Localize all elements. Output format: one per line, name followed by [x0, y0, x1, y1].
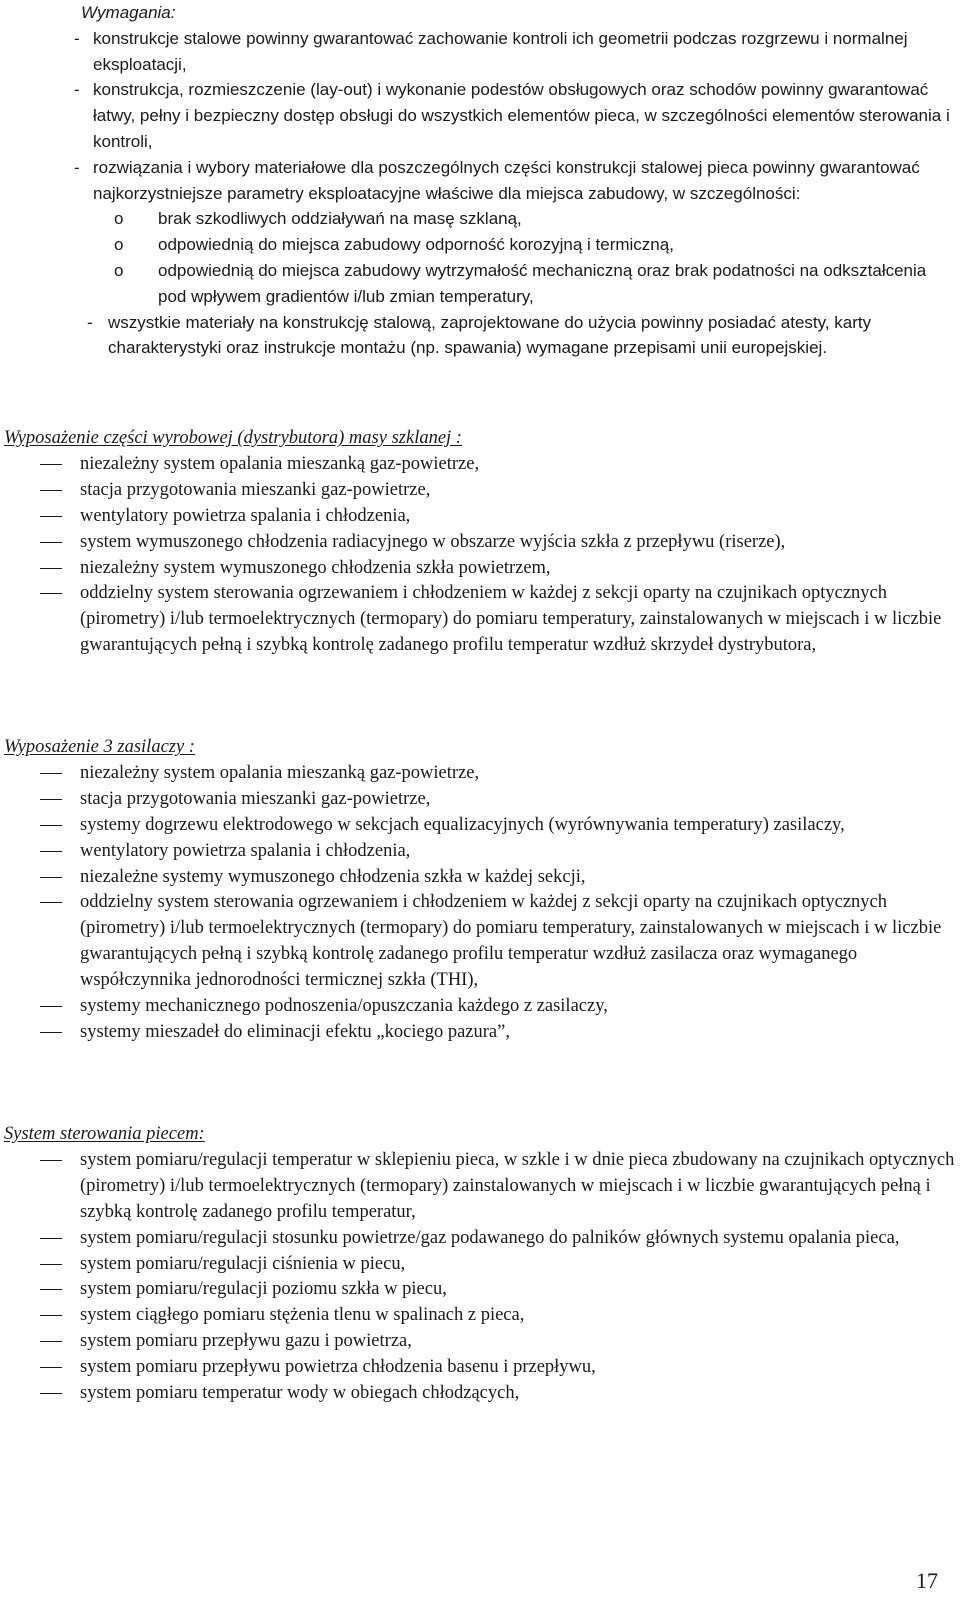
- section-control-heading: System sterowania piecem:: [4, 1124, 205, 1144]
- list-item: niezależny system wymuszonego chłodzenia szkła powietrzem,: [0, 556, 955, 582]
- list-item: wentylatory powietrza spalania i chłodzenia,: [0, 504, 955, 530]
- dash-bullet: [40, 1238, 62, 1239]
- list-item: systemy mechanicznego podnoszenia/opuszczania każdego z zasilaczy,: [0, 994, 955, 1020]
- section-distributor-list: [0, 452, 955, 659]
- dash-bullet: [40, 542, 62, 543]
- dash-bullet: [40, 568, 62, 569]
- dash-bullet: [40, 490, 62, 491]
- section-feeders: [0, 735, 955, 1046]
- section-distributor-heading: Wyposażenie części wyrobowej (dystrybutora) masy szklanej :: [4, 428, 462, 448]
- list-item: wentylatory powietrza spalania i chłodzenia,: [0, 839, 955, 865]
- dash-bullet: [40, 877, 62, 878]
- dash-bullet: [40, 825, 62, 826]
- section-control-system: [0, 1122, 955, 1407]
- list-item: oddzielny system sterowania ogrzewaniem i chłodzeniem w każdej z sekcji oparty na czujnikach optycznych (pirometry) i/lub termoelektrycznych (termopary) do pomiaru temperatury, zainstalowanych w miejscach i w liczbie gwarantujących pełną i szybką kontrolę zadanego profilu temperatur wzdłuż skrzydeł dystrybutora,: [0, 581, 955, 659]
- requirement-sub-item: o odpowiednią do miejsca zabudowy wytrzymałość mechaniczną oraz brak podatności na odkształcenia pod wpływem gradientów i/lub zmian temperatury,: [114, 260, 927, 306]
- dash-bullet: [40, 902, 62, 903]
- dash-bullet: [40, 593, 62, 594]
- list-item: oddzielny system sterowania ogrzewaniem i chłodzeniem w każdej z sekcji oparty na czujnikach optycznych (pirometry) i/lub termoelektrycznych (termopary) do pomiaru temperatury, zainstalowanych w miejscach i w liczbie gwarantujących pełną i szybką kontrolę zadanego profilu temperatur wzdłuż zasilacza oraz wymaganego współczynnika jednorodności termicznej szkła (THI),: [0, 890, 955, 994]
- dash-bullet: [40, 773, 62, 774]
- requirement-item: - rozwiązania i wybory materiałowe dla poszczególnych części konstrukcji stalowej pieca powinny gwarantować najkorzystniejsze parametry eksploatacyjne właściwe dla miejsca zabudowy, w szczególności:: [74, 157, 920, 203]
- section-distributor: [0, 426, 955, 659]
- list-item: systemy dogrzewu elektrodowego w sekcjach equalizacyjnych (wyrównywania temperatury) zasilaczy,: [0, 813, 955, 839]
- dash-bullet: [40, 851, 62, 852]
- list-item: stacja przygotowania mieszanki gaz-powietrze,: [0, 478, 955, 504]
- dash-bullet: [40, 1315, 62, 1316]
- requirement-item: - konstrukcje stalowe powinny gwarantować zachowanie kontroli ich geometrii podczas rozgrzewu i normalnej eksploatacji,: [74, 28, 908, 74]
- dash-bullet: [40, 1032, 62, 1033]
- requirements-block: [74, 0, 954, 361]
- section-feeders-heading: Wyposażenie 3 zasilaczy :: [4, 737, 195, 757]
- dash-bullet: [40, 1006, 62, 1007]
- list-item: system pomiaru/regulacji stosunku powietrze/gaz podawanego do palników głównych systemu opalania pieca,: [0, 1226, 955, 1252]
- list-item: system pomiaru przepływu gazu i powietrza,: [0, 1329, 955, 1355]
- list-item: systemy mieszadeł do eliminacji efektu „kociego pazura”,: [0, 1020, 955, 1046]
- list-item: system pomiaru temperatur wody w obiegach chłodzących,: [0, 1381, 955, 1407]
- list-item: system pomiaru przepływu powietrza chłodzenia basenu i przepływu,: [0, 1355, 955, 1381]
- list-item: system pomiaru/regulacji poziomu szkła w piecu,: [0, 1277, 955, 1303]
- dash-bullet: [40, 516, 62, 517]
- requirement-item: - konstrukcja, rozmieszczenie (lay-out) i wykonanie podestów obsługowych oraz schodów powinny gwarantować łatwy, pełny i bezpieczny dostęp obsługi do wszystkich elementów pieca, w szczególności elementów sterowania i kontroli,: [74, 80, 950, 151]
- requirement-item-materials: - wszystkie materiały na konstrukcję stalową, zaprojektowane do użycia powinny posiadać atesty, karty charakterystyki oraz instrukcje montażu (np. spawania) wymagane przepisami unii europejskiej.: [87, 312, 872, 358]
- list-item: system wymuszonego chłodzenia radiacyjnego w obszarze wyjścia szkła z przepływu (riserze),: [0, 530, 955, 556]
- list-item: stacja przygotowania mieszanki gaz-powietrze,: [0, 787, 955, 813]
- dash-bullet: [40, 1160, 62, 1161]
- page-number: 17: [916, 1568, 938, 1593]
- list-item: niezależny system opalania mieszanką gaz-powietrze,: [0, 452, 955, 478]
- list-item: niezależny system opalania mieszanką gaz-powietrze,: [0, 761, 955, 787]
- dash-bullet: [40, 799, 62, 800]
- dash-bullet: [40, 1393, 62, 1394]
- list-item: system ciągłego pomiaru stężenia tlenu w spalinach z pieca,: [0, 1303, 955, 1329]
- section-feeders-list: [0, 761, 955, 1046]
- list-item: niezależne systemy wymuszonego chłodzenia szkła w każdej sekcji,: [0, 865, 955, 891]
- requirement-sub-item: o odpowiednią do miejsca zabudowy odporność korozyjną i termiczną,: [114, 235, 674, 255]
- dash-bullet: [40, 1289, 62, 1290]
- section-control-list: [0, 1148, 955, 1407]
- dash-bullet: [40, 1367, 62, 1368]
- dash-bullet: [40, 1264, 62, 1265]
- list-item: system pomiaru/regulacji ciśnienia w piecu,: [0, 1252, 955, 1278]
- dash-bullet: [40, 464, 62, 465]
- requirement-sub-item: o brak szkodliwych oddziaływań na masę szklaną,: [114, 209, 522, 229]
- list-item: system pomiaru/regulacji temperatur w sklepieniu pieca, w szkle i w dnie pieca zbudowany na czujnikach optycznych (pirometry) i/lub termoelektrycznych (termopary) zainstalowanych w miejscach i w liczbie gwarantujących pełną i szybką kontrolę zadanego profilu temperatur,: [0, 1148, 955, 1226]
- dash-bullet: [40, 1341, 62, 1342]
- requirements-heading: Wymagania:: [81, 3, 176, 22]
